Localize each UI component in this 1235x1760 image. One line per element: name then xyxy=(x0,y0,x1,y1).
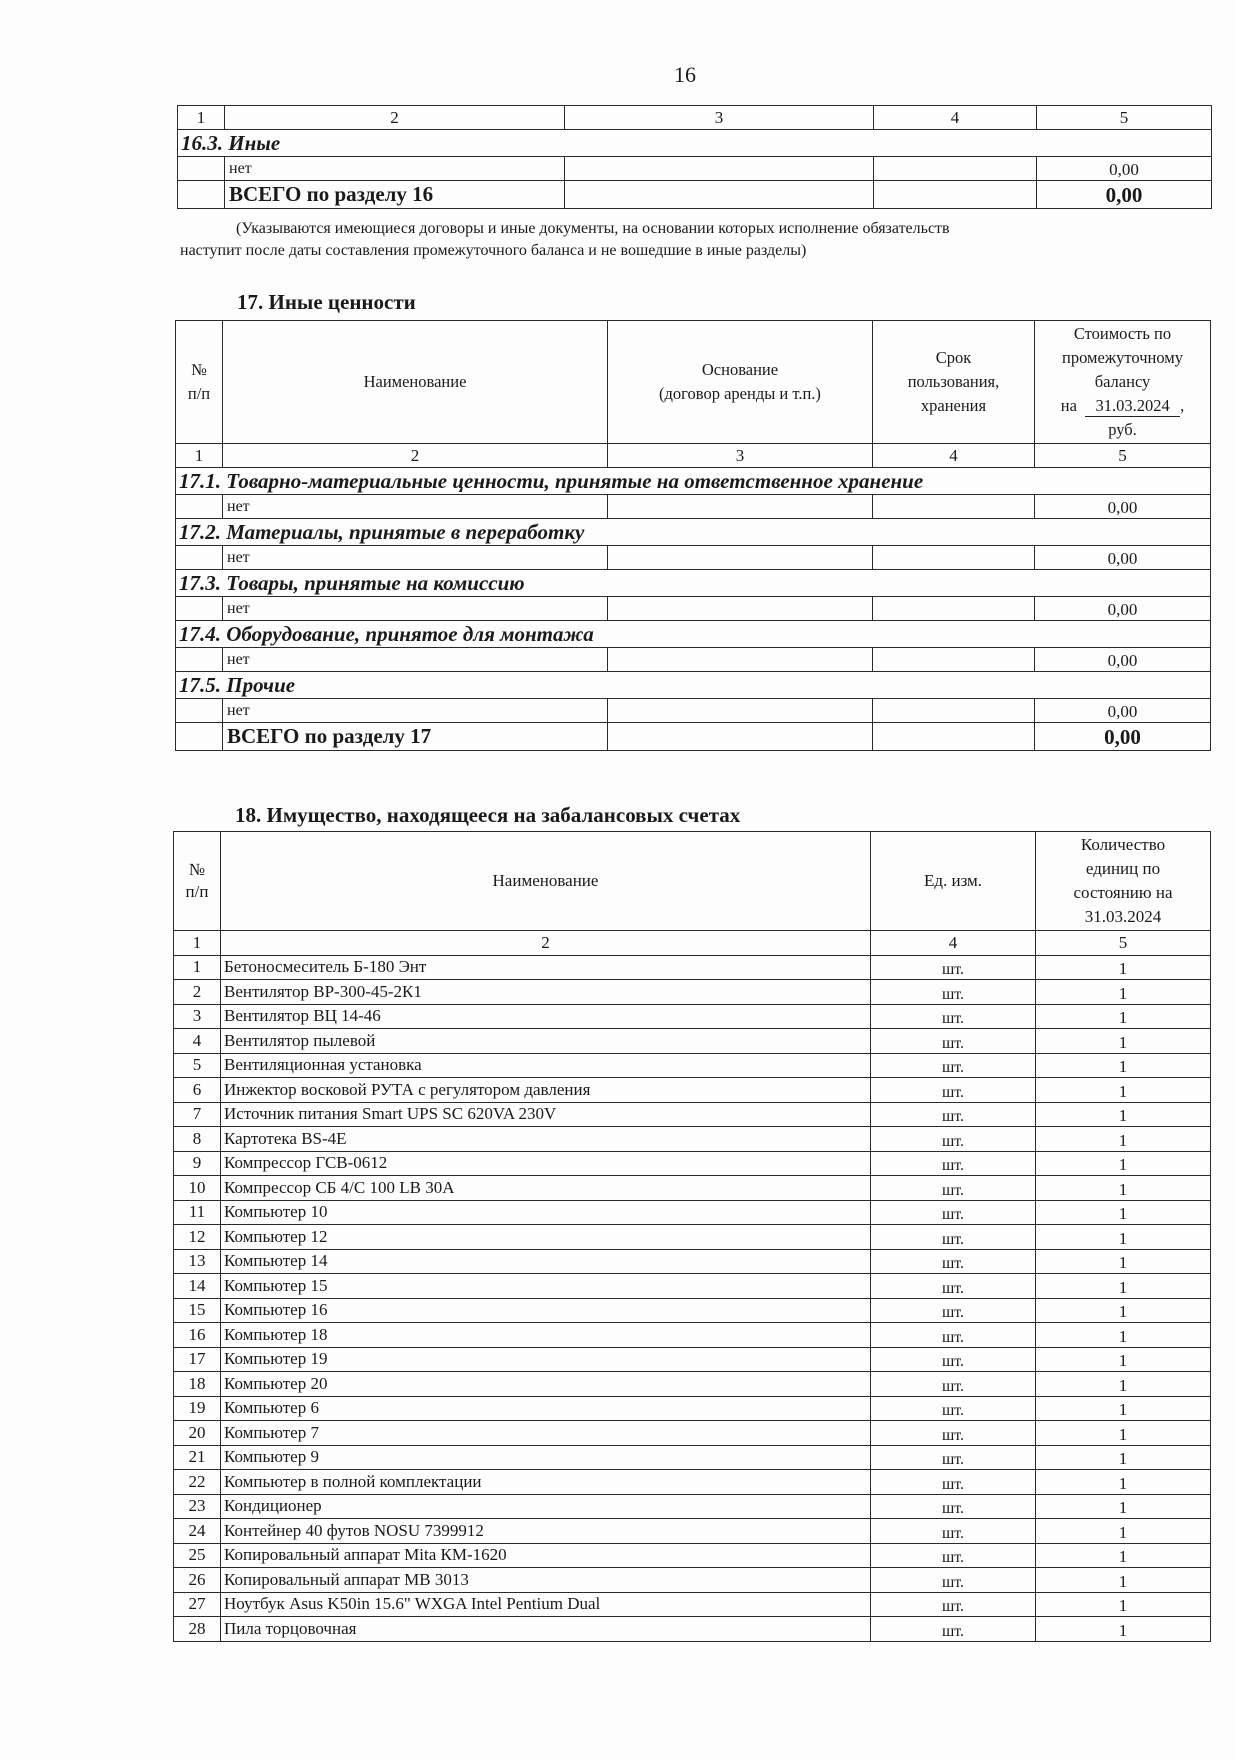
col-num: 5 xyxy=(1037,106,1212,130)
row-number: 1 xyxy=(174,955,221,980)
table-row xyxy=(174,1249,1211,1274)
row-unit: шт. xyxy=(871,1568,1036,1593)
row-quantity: 1 xyxy=(1036,1200,1211,1225)
table-row xyxy=(176,699,1211,723)
row-number: 10 xyxy=(174,1176,221,1201)
header-num: № п/п xyxy=(176,321,223,444)
col-num: 1 xyxy=(178,106,225,130)
row-quantity: 1 xyxy=(1036,1225,1211,1250)
row-unit: шт. xyxy=(871,1176,1036,1201)
row-name: Кондиционер xyxy=(221,1494,871,1519)
table-row xyxy=(174,1568,1211,1593)
row-unit: шт. xyxy=(871,1274,1036,1299)
header-unit: Ед. изм. xyxy=(871,832,1036,931)
table-row xyxy=(174,1470,1211,1495)
row-number: 18 xyxy=(174,1372,221,1397)
col-num: 4 xyxy=(874,106,1037,130)
subsection-row xyxy=(176,570,1211,597)
row-number: 24 xyxy=(174,1519,221,1544)
table-row xyxy=(174,1176,1211,1201)
row-name: нет xyxy=(223,546,608,570)
row-number: 21 xyxy=(174,1445,221,1470)
row-unit: шт. xyxy=(871,980,1036,1005)
row-unit: шт. xyxy=(871,1078,1036,1103)
subsection-row xyxy=(176,621,1211,648)
row-name: нет xyxy=(223,648,608,672)
row-name: Компьютер 6 xyxy=(221,1396,871,1421)
subsection-row xyxy=(176,519,1211,546)
row-number: 3 xyxy=(174,1004,221,1029)
col-num: 3 xyxy=(565,106,874,130)
table-row xyxy=(174,1029,1211,1054)
column-number-row: 1 2 3 4 5 xyxy=(176,444,1211,468)
row-name: Компьютер 15 xyxy=(221,1274,871,1299)
row-quantity: 1 xyxy=(1036,1151,1211,1176)
row-name: Вентиляционная установка xyxy=(221,1053,871,1078)
row-number: 7 xyxy=(174,1102,221,1127)
header-basis: Основание (договор аренды и т.п.) xyxy=(608,321,873,444)
row-number: 8 xyxy=(174,1127,221,1152)
row-unit: шт. xyxy=(871,1004,1036,1029)
table-row xyxy=(174,1372,1211,1397)
subsection-title: 17.3. Товары, принятые на комиссию xyxy=(176,570,1211,597)
row-unit: шт. xyxy=(871,1617,1036,1642)
row-number: 16 xyxy=(174,1323,221,1348)
row-unit: шт. xyxy=(871,1592,1036,1617)
row-number: 12 xyxy=(174,1225,221,1250)
table-row xyxy=(176,648,1211,672)
note-line-1: (Указываются имеющиеся договоры и иные документы, на основании которых исполнение обязательств xyxy=(236,220,950,237)
row-name: Пила торцовочная xyxy=(221,1617,871,1642)
row-value: 0,00 xyxy=(1035,648,1211,672)
cost-date: 31.03.2024 xyxy=(1085,396,1180,417)
row-quantity: 1 xyxy=(1036,1102,1211,1127)
row-quantity: 1 xyxy=(1036,1494,1211,1519)
total-row xyxy=(178,181,1212,209)
row-value: 0,00 xyxy=(1035,495,1211,519)
row-name: нет xyxy=(223,699,608,723)
table-row xyxy=(174,1519,1211,1544)
row-quantity: 1 xyxy=(1036,1298,1211,1323)
table-row xyxy=(174,1127,1211,1152)
row-name: нет xyxy=(225,157,565,181)
row-name: Контейнер 40 футов NOSU 7399912 xyxy=(221,1519,871,1544)
row-quantity: 1 xyxy=(1036,1568,1211,1593)
header-name: Наименование xyxy=(223,321,608,444)
column-number-row: 1 2 4 5 xyxy=(174,931,1211,956)
total-label: ВСЕГО по разделу 17 xyxy=(223,723,608,751)
row-number: 26 xyxy=(174,1568,221,1593)
row-number: 17 xyxy=(174,1347,221,1372)
table-row xyxy=(176,597,1211,621)
row-number: 19 xyxy=(174,1396,221,1421)
header-cost: Стоимость по промежуточному балансу на 31.03.2024 , руб. xyxy=(1035,321,1211,444)
table-row xyxy=(174,1078,1211,1103)
table-row xyxy=(174,1200,1211,1225)
row-number: 11 xyxy=(174,1200,221,1225)
row-unit: шт. xyxy=(871,1494,1036,1519)
row-unit: шт. xyxy=(871,1200,1036,1225)
row-quantity: 1 xyxy=(1036,1617,1211,1642)
row-quantity: 1 xyxy=(1036,1249,1211,1274)
row-name: Компрессор ГСВ-0612 xyxy=(221,1151,871,1176)
row-quantity: 1 xyxy=(1036,1421,1211,1446)
row-unit: шт. xyxy=(871,1445,1036,1470)
row-quantity: 1 xyxy=(1036,1396,1211,1421)
header-term: Срок пользования, хранения xyxy=(873,321,1035,444)
table-row xyxy=(174,1543,1211,1568)
row-unit: шт. xyxy=(871,1519,1036,1544)
row-quantity: 1 xyxy=(1036,980,1211,1005)
items-body xyxy=(174,955,1211,1641)
row-number: 6 xyxy=(174,1078,221,1103)
row-number: 9 xyxy=(174,1151,221,1176)
row-name: Компьютер в полной комплектации xyxy=(221,1470,871,1495)
total-value: 0,00 xyxy=(1035,723,1211,751)
row-number: 14 xyxy=(174,1274,221,1299)
row-unit: шт. xyxy=(871,1543,1036,1568)
row-quantity: 1 xyxy=(1036,1470,1211,1495)
row-number: 4 xyxy=(174,1029,221,1054)
row-name: Копировальный аппарат Mita КМ-1620 xyxy=(221,1543,871,1568)
row-number: 13 xyxy=(174,1249,221,1274)
row-name: Компьютер 9 xyxy=(221,1445,871,1470)
subsection-title: 17.4. Оборудование, принятое для монтажа xyxy=(176,621,1211,648)
section17-heading: 17. Иные ценности xyxy=(237,290,416,314)
header-qty: Количество единиц по состоянию на 31.03.2024 xyxy=(1036,832,1211,931)
total-label: ВСЕГО по разделу 16 xyxy=(225,181,565,209)
section18-table xyxy=(173,831,1211,1642)
row-quantity: 1 xyxy=(1036,1543,1211,1568)
table-row xyxy=(174,1445,1211,1470)
row-unit: шт. xyxy=(871,1372,1036,1397)
row-number: 22 xyxy=(174,1470,221,1495)
row-quantity: 1 xyxy=(1036,1372,1211,1397)
table-row xyxy=(174,955,1211,980)
row-unit: шт. xyxy=(871,1127,1036,1152)
col-num: 2 xyxy=(225,106,565,130)
row-name: Компьютер 7 xyxy=(221,1421,871,1446)
table-row xyxy=(174,1347,1211,1372)
row-value: 0,00 xyxy=(1037,157,1212,181)
table-row xyxy=(174,1274,1211,1299)
row-quantity: 1 xyxy=(1036,1078,1211,1103)
row-unit: шт. xyxy=(871,1151,1036,1176)
row-name: Ноутбук Asus K50in 15.6" WXGA Intel Pentium Dual xyxy=(221,1592,871,1617)
row-number: 27 xyxy=(174,1592,221,1617)
row-value: 0,00 xyxy=(1035,597,1211,621)
row-quantity: 1 xyxy=(1036,1347,1211,1372)
table-row xyxy=(176,546,1211,570)
table-row xyxy=(174,1298,1211,1323)
page-number: 16 xyxy=(674,62,696,87)
total-value: 0,00 xyxy=(1037,181,1212,209)
table-row xyxy=(174,1323,1211,1348)
row-number: 15 xyxy=(174,1298,221,1323)
note-line-2: наступит после даты составления промежуточного баланса и не вошедшие в иные разделы) xyxy=(180,242,807,259)
table-row xyxy=(174,1053,1211,1078)
subsection-row xyxy=(176,468,1211,495)
table-row xyxy=(178,157,1212,181)
subsection-title: 17.2. Материалы, принятые в переработку xyxy=(176,519,1211,546)
row-number: 20 xyxy=(174,1421,221,1446)
row-name: Источник питания Smart UPS SC 620VA 230V xyxy=(221,1102,871,1127)
header-num: № п/п xyxy=(174,832,221,931)
header-name: Наименование xyxy=(221,832,871,931)
row-unit: шт. xyxy=(871,1347,1036,1372)
subsection-title: 17.1. Товарно-материальные ценности, принятые на ответственное хранение xyxy=(176,468,1211,495)
row-quantity: 1 xyxy=(1036,1323,1211,1348)
row-number: 5 xyxy=(174,1053,221,1078)
table-row xyxy=(174,1396,1211,1421)
row-quantity: 1 xyxy=(1036,1519,1211,1544)
table-row xyxy=(174,980,1211,1005)
row-name: нет xyxy=(223,597,608,621)
row-quantity: 1 xyxy=(1036,955,1211,980)
row-name: Бетоносмеситель Б-180 Энт xyxy=(221,955,871,980)
row-unit: шт. xyxy=(871,1421,1036,1446)
row-unit: шт. xyxy=(871,1225,1036,1250)
row-number: 23 xyxy=(174,1494,221,1519)
row-value: 0,00 xyxy=(1035,699,1211,723)
row-unit: шт. xyxy=(871,955,1036,980)
row-number: 25 xyxy=(174,1543,221,1568)
row-unit: шт. xyxy=(871,1029,1036,1054)
row-name: Вентилятор ВР-300-45-2К1 xyxy=(221,980,871,1005)
row-quantity: 1 xyxy=(1036,1592,1211,1617)
row-name: Компьютер 10 xyxy=(221,1200,871,1225)
row-unit: шт. xyxy=(871,1323,1036,1348)
subsection-row xyxy=(176,672,1211,699)
table-row xyxy=(174,1102,1211,1127)
row-name: Компрессор СБ 4/С 100 LB 30А xyxy=(221,1176,871,1201)
row-quantity: 1 xyxy=(1036,1004,1211,1029)
column-number-row xyxy=(178,106,1212,130)
row-quantity: 1 xyxy=(1036,1176,1211,1201)
table-row xyxy=(174,1617,1211,1642)
row-unit: шт. xyxy=(871,1298,1036,1323)
row-name: Компьютер 14 xyxy=(221,1249,871,1274)
table-row xyxy=(174,1225,1211,1250)
table-row xyxy=(174,1004,1211,1029)
row-value: 0,00 xyxy=(1035,546,1211,570)
row-name: Вентилятор ВЦ 14-46 xyxy=(221,1004,871,1029)
row-number: 28 xyxy=(174,1617,221,1642)
subsection-title: 17.5. Прочие xyxy=(176,672,1211,699)
row-quantity: 1 xyxy=(1036,1127,1211,1152)
row-name: Инжектор восковой РУТА с регулятором давления xyxy=(221,1078,871,1103)
row-name: Компьютер 16 xyxy=(221,1298,871,1323)
table-row xyxy=(174,1151,1211,1176)
header-row xyxy=(174,832,1211,931)
row-name: Картотека BS-4E xyxy=(221,1127,871,1152)
row-name: Компьютер 19 xyxy=(221,1347,871,1372)
header-row xyxy=(176,321,1211,444)
row-unit: шт. xyxy=(871,1053,1036,1078)
row-name: Вентилятор пылевой xyxy=(221,1029,871,1054)
table-row xyxy=(174,1494,1211,1519)
row-number: 2 xyxy=(174,980,221,1005)
total-row xyxy=(176,723,1211,751)
subsection-row xyxy=(178,130,1212,157)
section16-note xyxy=(180,218,1220,262)
row-quantity: 1 xyxy=(1036,1053,1211,1078)
row-unit: шт. xyxy=(871,1249,1036,1274)
table-row xyxy=(174,1592,1211,1617)
row-name: Компьютер 20 xyxy=(221,1372,871,1397)
table-row xyxy=(174,1421,1211,1446)
row-quantity: 1 xyxy=(1036,1445,1211,1470)
row-quantity: 1 xyxy=(1036,1274,1211,1299)
section16-table xyxy=(177,105,1212,209)
row-name: Компьютер 18 xyxy=(221,1323,871,1348)
row-unit: шт. xyxy=(871,1102,1036,1127)
row-name: Копировальный аппарат MB 3013 xyxy=(221,1568,871,1593)
row-name: нет xyxy=(223,495,608,519)
row-quantity: 1 xyxy=(1036,1029,1211,1054)
section18-heading: 18. Имущество, находящееся на забалансовых счетах xyxy=(235,803,741,827)
subsection-title: 16.3. Иные xyxy=(178,130,1212,157)
row-name: Компьютер 12 xyxy=(221,1225,871,1250)
table-row xyxy=(176,495,1211,519)
section17-table xyxy=(175,320,1211,751)
row-unit: шт. xyxy=(871,1470,1036,1495)
row-unit: шт. xyxy=(871,1396,1036,1421)
